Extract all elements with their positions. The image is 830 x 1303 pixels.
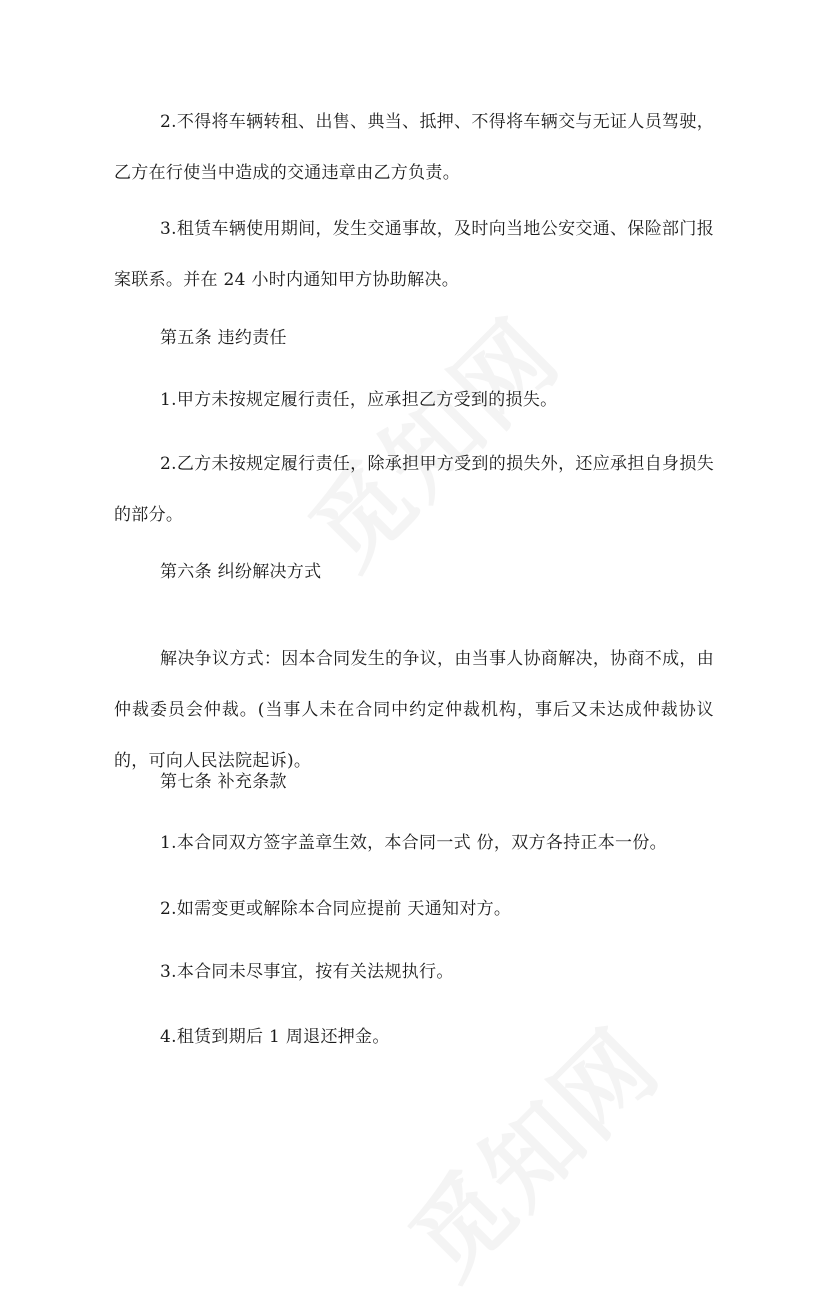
paragraph-supplement-3: 3.本合同未尽事宜，按有关法规执行。: [160, 962, 454, 982]
paragraph-clause-3: 3.租赁车辆使用期间，发生交通事故，及时向当地公安交通、保险部门报案联系。并在 24 小时内通知甲方协助解决。: [114, 219, 714, 290]
paragraph-clause-2: 2.不得将车辆转租、出售、典当、抵押、不得将车辆交与无证人员驾驶，乙方在行使当中造成的交通违章由乙方负责。: [114, 112, 714, 183]
paragraph-supplement-1: 1.本合同双方签字盖章生效，本合同一式 份，双方各持正本一份。: [160, 833, 667, 853]
heading-article-6: 第六条 纠纷解决方式: [160, 562, 322, 582]
paragraph-dispute-resolution: 解决争议方式：因本合同发生的争议，由当事人协商解决，协商不成，由 仲裁委员会仲裁。(当事人未在合同中约定仲裁机构，事后又未达成仲裁协议的，可向人民法院起诉)。: [114, 649, 714, 771]
paragraph-supplement-4: 4.租赁到期后 1 周退还押金。: [160, 1027, 390, 1047]
heading-article-7: 第七条 补充条款: [160, 772, 287, 792]
heading-article-5: 第五条 违约责任: [160, 328, 287, 348]
paragraph-breach-2: 2.乙方未按规定履行责任，除承担甲方受到的损失外，还应承担自身损失的部分。: [114, 454, 714, 525]
paragraph-breach-1: 1.甲方未按规定履行责任，应承担乙方受到的损失。: [160, 390, 558, 410]
paragraph-supplement-2: 2.如需变更或解除本合同应提前 天通知对方。: [160, 899, 512, 919]
